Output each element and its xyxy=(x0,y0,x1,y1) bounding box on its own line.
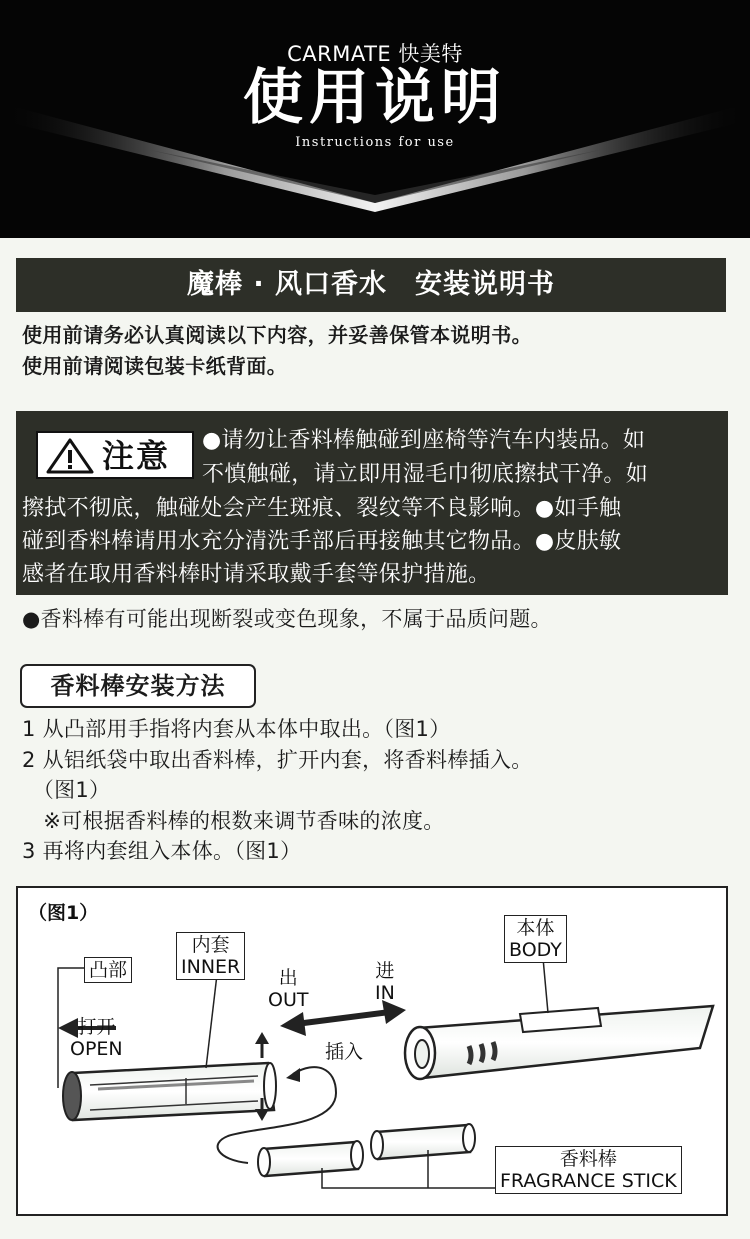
warning-badge-label: 注意 xyxy=(102,437,171,475)
fragrance-sticks-drawing xyxy=(258,1124,475,1176)
inner-label-en: INNER xyxy=(181,956,241,978)
out-label xyxy=(268,967,308,1011)
step-line: 1 从凸部用手指将内套从本体中取出。（图1） xyxy=(22,717,451,741)
in-label-cn: 进 xyxy=(375,960,395,982)
figure-1 xyxy=(16,886,728,1216)
warning-box xyxy=(16,411,728,595)
step-line: ※可根据香料棒的根数来调节香味的浓度。 xyxy=(22,808,445,833)
brand-name: CARMATE 快美特 xyxy=(287,42,463,66)
body-label-cn: 本体 xyxy=(516,917,555,939)
warning-line: ●请勿让香料棒触碰到座椅等汽车内装品。如 xyxy=(202,428,646,453)
quality-note: ●香料棒有可能出现断裂或变色现象，不属于品质问题。 xyxy=(22,607,552,631)
warning-triangle-icon xyxy=(46,438,94,474)
out-label-cn: 出 xyxy=(278,967,298,989)
warning-line: 碰到香料棒请用水充分清洗手部后再接触其它物品。●皮肤敏 xyxy=(22,529,622,554)
intro-line: 使用前请阅读包装卡纸背面。 xyxy=(22,354,288,378)
section-title: 香料棒安装方法 xyxy=(20,664,256,708)
in-label xyxy=(375,960,395,1004)
insert-label: 插入 xyxy=(325,1041,364,1063)
warning-line: 感者在取用香料棒时请采取戴手套等保护措施。 xyxy=(22,562,491,587)
in-label-en: IN xyxy=(375,982,395,1004)
stick-label-en: FRAGRANCE STICK xyxy=(500,1170,677,1192)
step-line: 3 再将内套组入本体。（图1） xyxy=(22,839,302,863)
page-title: 使用说明 xyxy=(243,63,507,133)
out-label-en: OUT xyxy=(268,989,309,1011)
inner-sleeve-drawing xyxy=(63,1063,276,1120)
body-drawing xyxy=(405,1006,713,1079)
inner-label-cn: 内套 xyxy=(191,934,230,956)
open-label-cn: 打开 xyxy=(77,1016,116,1038)
page-subtitle: Instructions for use xyxy=(295,135,455,150)
warning-badge xyxy=(36,431,194,479)
warning-line: 擦拭不彻底，触碰处会产生斑痕、裂纹等不良影响。●如手触 xyxy=(22,496,622,521)
body-label-en: BODY xyxy=(509,939,562,961)
install-steps xyxy=(22,714,533,867)
body-label xyxy=(504,915,567,963)
intro-line: 使用前请务必认真阅读以下内容，并妥善保管本说明书。 xyxy=(22,323,532,347)
warning-line: 不慎触碰，请立即用湿毛巾彻底擦拭干净。如 xyxy=(202,462,649,487)
step-line: 2 从铝纸袋中取出香料棒，扩开内套，将香料棒插入。 xyxy=(22,747,533,772)
step-line: （图1） xyxy=(22,778,111,802)
tab-label: 凸部 xyxy=(84,957,132,983)
manual-title-bar: 魔棒 · 风口香水 安装说明书 xyxy=(16,258,726,312)
open-label-en: OPEN xyxy=(70,1038,123,1060)
open-label xyxy=(70,1016,123,1060)
insert-arrowhead xyxy=(286,1068,300,1082)
inner-label xyxy=(176,932,245,980)
stick-label xyxy=(495,1146,682,1194)
stick-label-cn: 香料棒 xyxy=(559,1148,617,1170)
header-banner xyxy=(0,0,750,238)
intro-text xyxy=(22,320,532,382)
figure-caption: （图1） xyxy=(28,902,99,924)
